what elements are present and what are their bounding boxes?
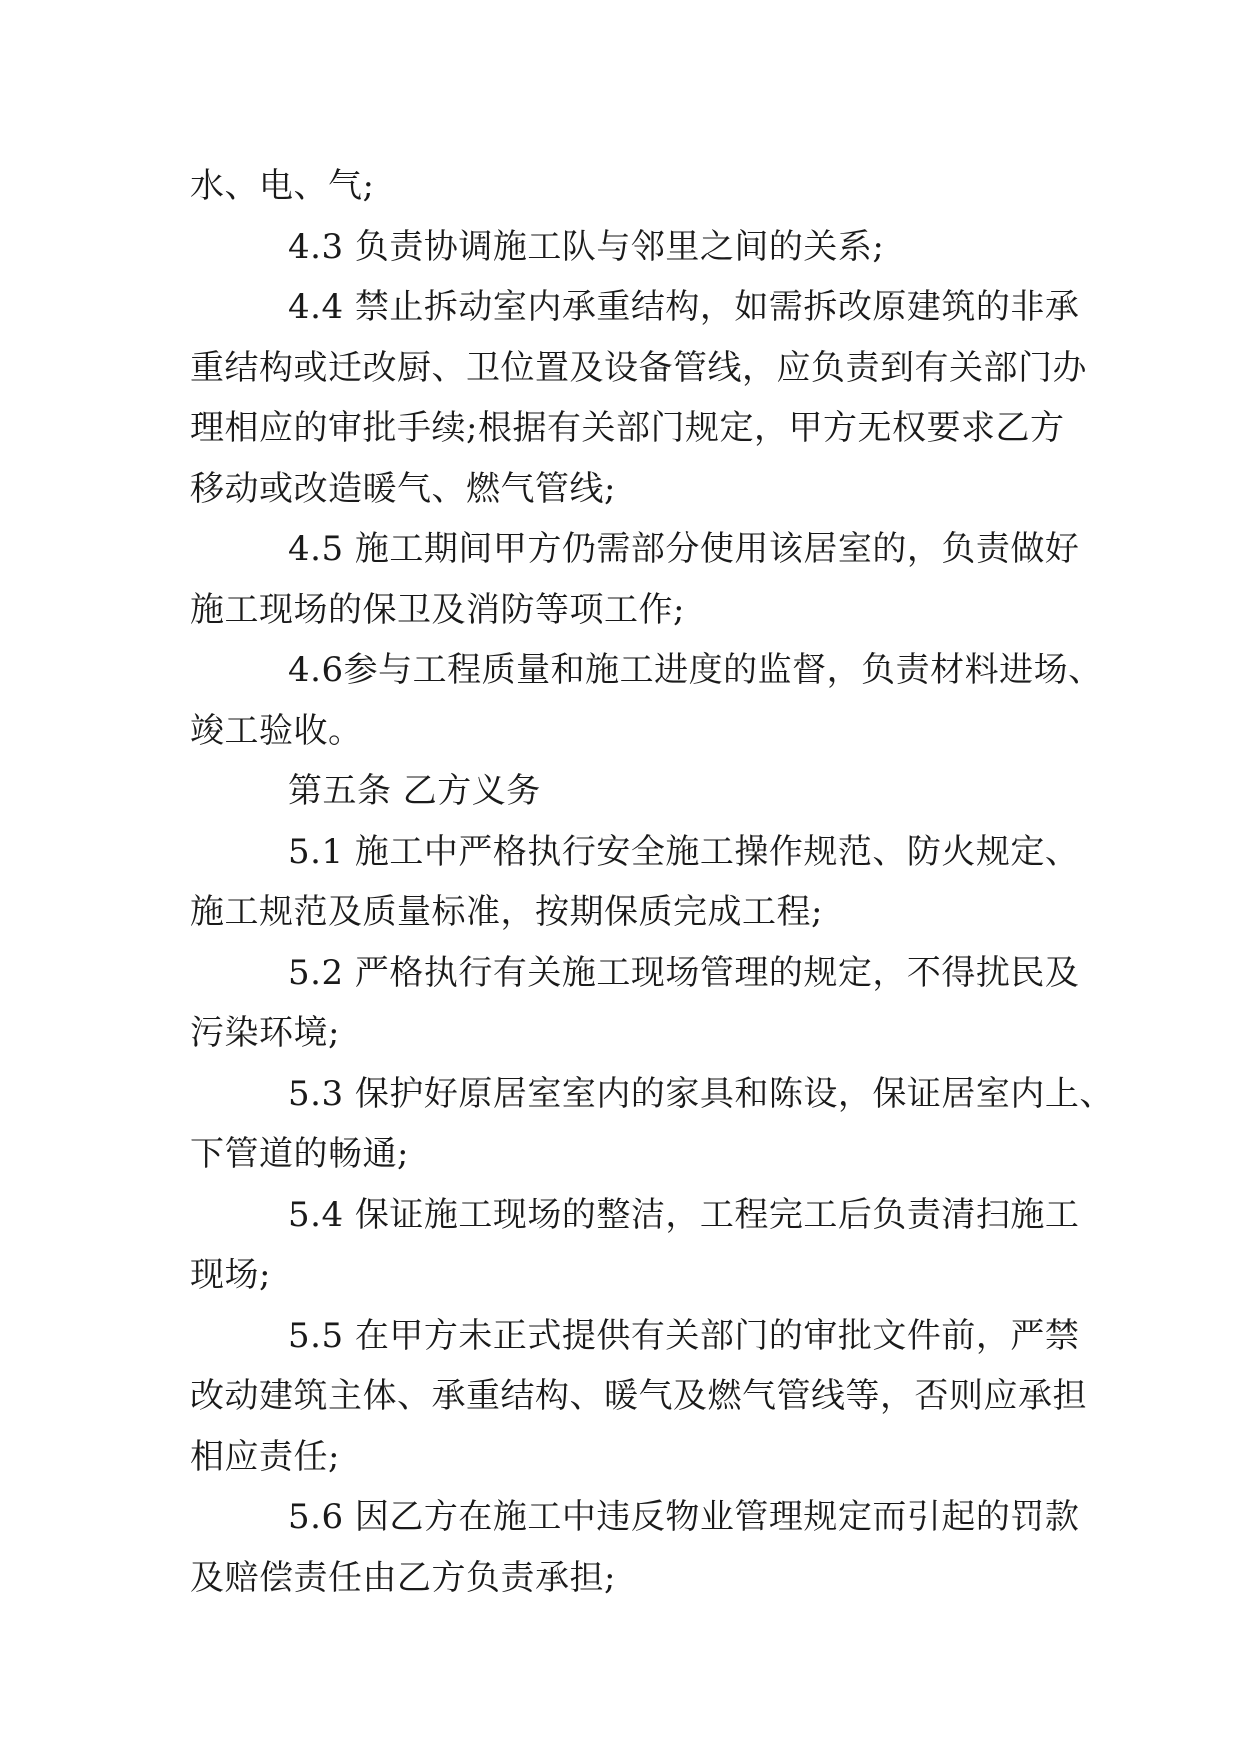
text-line: 及赔偿责任由乙方负责承担; (190, 1557, 616, 1598)
text-line: 施工规范及质量标准，按期保质完成工程; (190, 892, 823, 932)
text-line: 相应责任; (190, 1436, 340, 1477)
clause-5-1: 5.1 施工中严格执行安全施工操作规范、防火规定、 (288, 831, 1080, 872)
clause-5-6: 5.6 因乙方在施工中违反物业管理规定而引起的罚款 (288, 1497, 1080, 1537)
clause-5-2: 5.2 严格执行有关施工现场管理的规定，不得扰民及 (288, 952, 1080, 993)
text-line: 理相应的审批手续;根据有关部门规定，甲方无权要求乙方 (190, 408, 1065, 448)
text-line: 下管道的畅通; (190, 1134, 409, 1174)
clause-4-3: 4.3 负责协调施工队与邻里之间的关系; (288, 226, 885, 267)
section-heading: 第五条 乙方义务 (288, 771, 541, 811)
clause-4-5: 4.5 施工期间甲方仍需部分使用该居室的，负责做好 (288, 529, 1080, 569)
text-line: 现场; (190, 1255, 271, 1295)
clause-4-4: 4.4 禁止拆动室内承重结构，如需拆改原建筑的非承 (288, 287, 1080, 327)
clause-5-3: 5.3 保护好原居室室内的家具和陈设，保证居室内上、 (288, 1073, 1114, 1114)
text-line: 改动建筑主体、承重结构、暖气及燃气管线等，否则应承担 (190, 1376, 1087, 1416)
text-line: 污染环境; (190, 1013, 340, 1053)
text-line: 施工现场的保卫及消防等项工作; (190, 589, 685, 630)
clause-5-5: 5.5 在甲方未正式提供有关部门的审批文件前，严禁 (288, 1315, 1080, 1356)
text-line: 水、电、气; (190, 166, 375, 206)
text-line: 竣工验收。 (190, 710, 363, 751)
text-line: 重结构或迁改厨、卫位置及设备管线，应负责到有关部门办 (190, 347, 1087, 388)
clause-5-4: 5.4 保证施工现场的整洁，工程完工后负责清扫施工 (288, 1194, 1080, 1235)
document-body (190, 156, 1114, 1608)
text-line: 移动或改造暖气、燃气管线; (190, 468, 616, 509)
clause-4-6: 4.6参与工程质量和施工进度的监督，负责材料进场、 (288, 650, 1103, 690)
